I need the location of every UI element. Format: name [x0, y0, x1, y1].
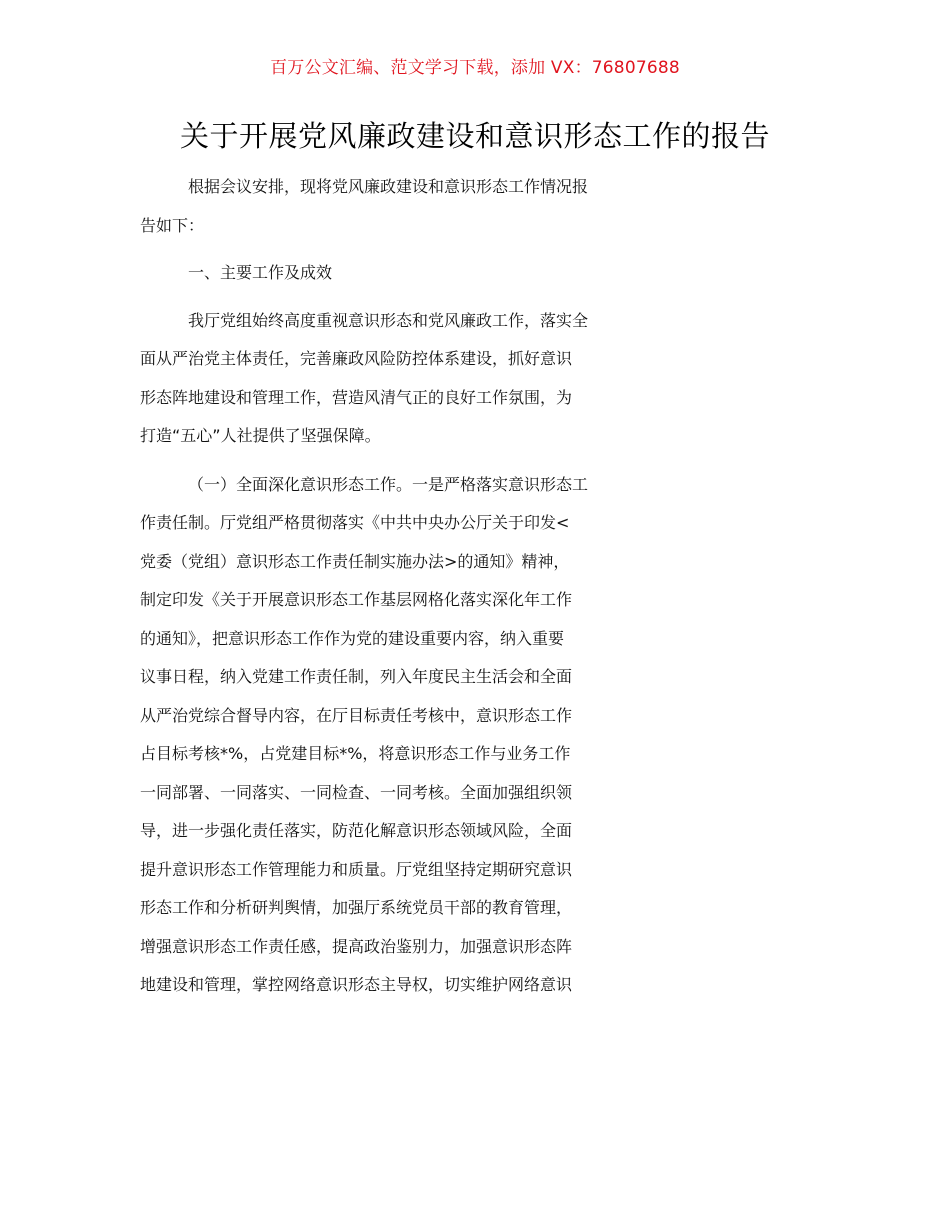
paragraph-ideology-work — [140, 472, 812, 1011]
text-line: 我厅党组始终高度重视意识形态和党风廉政工作，落实全 — [188, 310, 589, 330]
text-line: 形态工作和分析研判舆情，加强厅系统党员干部的教育管理， — [140, 898, 573, 917]
text-line: 提升意识形态工作管理能力和质量。厅党组坚持定期研究意识 — [140, 859, 573, 879]
text-line: 导，进一步强化责任落实，防范化解意识形态领域风险，全面 — [140, 821, 573, 840]
text-line: 地建设和管理，掌控网络意识形态主导权，切实维护网络意识 — [140, 975, 573, 994]
paragraph-intro — [140, 174, 812, 251]
text-line: 议事日程，纳入党建工作责任制，列入年度民主生活会和全面 — [140, 667, 573, 686]
text-line: 告如下： — [140, 215, 205, 235]
text-line: 制定印发《关于开展意识形态工作基层网格化落实深化年工作 — [140, 590, 573, 609]
text-line: 从严治党综合督导内容，在厅目标责任考核中，意识形态工作 — [140, 705, 573, 725]
paragraph-gap — [140, 462, 812, 472]
paragraph-gap — [140, 251, 812, 260]
paragraph-summary — [140, 308, 812, 462]
text-line: 打造“五心”人社提供了坚强保障。 — [140, 426, 381, 445]
heading-line: 一、主要工作及成效 — [188, 263, 333, 282]
section-heading — [140, 260, 812, 299]
text-line: 党委（党组）意识形态工作责任制实施办法>的通知》精神， — [140, 551, 570, 571]
text-line: 形态阵地建设和管理工作，营造风清气正的良好工作氛围，为 — [140, 387, 573, 407]
watermark-banner: 百万公文汇编、范文学习下载，添加 VX：76807688 — [270, 58, 680, 78]
text-line: 作责任制。厅党组严格贯彻落实《中共中央办公厅关于印发< — [140, 513, 570, 532]
text-line: 一同部署、一同落实、一同检查、一同考核。全面加强组织领 — [140, 782, 573, 802]
text-line: 增强意识形态工作责任感，提高政治鉴别力，加强意识形态阵 — [140, 936, 573, 956]
document-title: 关于开展党风廉政建设和意识形态工作的报告 — [179, 119, 770, 153]
text-line: 面从严治党主体责任，完善廉政风险防控体系建设，抓好意识 — [140, 349, 573, 368]
text-line: （一）全面深化意识形态工作。一是严格落实意识形态工 — [188, 474, 589, 494]
document-body — [140, 174, 812, 1011]
text-line: 占目标考核*%，占党建目标*%，将意识形态工作与业务工作 — [140, 744, 571, 763]
text-line: 根据会议安排，现将党风廉政建设和意识形态工作情况报 — [188, 177, 589, 196]
text-line: 的通知》，把意识形态工作作为党的建设重要内容，纳入重要 — [140, 628, 565, 648]
paragraph-gap — [140, 299, 812, 308]
